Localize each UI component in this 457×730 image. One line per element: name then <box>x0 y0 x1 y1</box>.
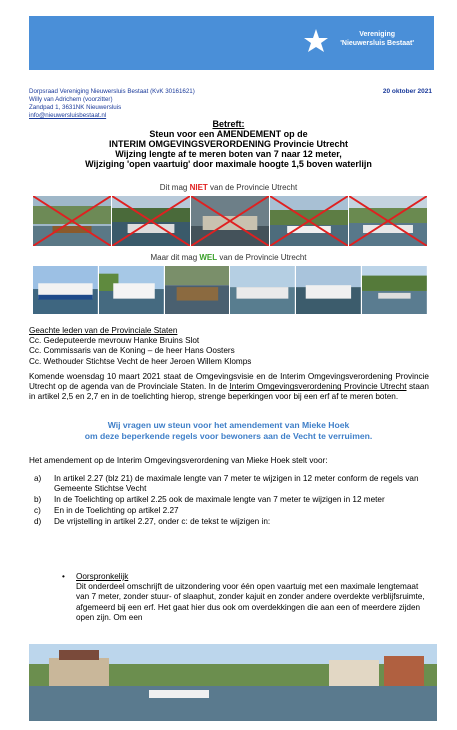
verordening-link[interactable]: Interim Omgevingsverordening Provincie Utrecht <box>229 382 407 392</box>
recipients-block <box>29 326 429 367</box>
header-banner <box>29 16 434 70</box>
sender-line: Zandpad 1, 3631NK Nieuwersluis <box>29 104 122 111</box>
subject-line: Wijziging 'open vaartuig' door maximale hoogte 1,5 boven waterlijn <box>85 159 372 169</box>
cc-line: Cc. Wethouder Stichtse Vecht de heer Jeroen Willem Klomps <box>29 356 252 366</box>
bullet-title: Oorspronkelijk <box>76 572 129 581</box>
amendment-intro: Het amendement op de Interim Omgevingsverordening van Mieke Hoek stelt voor: <box>29 456 328 465</box>
star-logo-icon <box>303 28 329 54</box>
photo-row-allowed <box>33 266 427 314</box>
boat-photo <box>362 266 427 314</box>
boat-photo <box>165 266 230 314</box>
boat-photo <box>230 266 295 314</box>
sender-line: Willy van Adrichem (voorzitter) <box>29 96 113 103</box>
organization-logo-text: Vereniging 'Nieuwersluis Bestaat' <box>340 31 414 47</box>
sender-line: Dorpsraad Vereniging Nieuwersluis Bestaat (KvK 30161621) <box>29 88 195 95</box>
cc-line: Cc. Commissaris van de Koning – de heer Hans Oosters <box>29 346 235 356</box>
sender-block <box>29 88 195 120</box>
subject-label: Betreft: <box>212 119 245 129</box>
boat-photo <box>191 196 269 246</box>
caption-allowed: Maar dit mag WEL van de Provincie Utrecht <box>150 253 307 262</box>
subject-line: Steun voor een AMENDEMENT op de <box>149 129 308 139</box>
list-item: b) In de Toelichting op artikel 2.25 ook de maximale lengte van 7 meter te wijzigen in 12 meter <box>34 495 385 504</box>
boat-photo <box>296 266 361 314</box>
caption-not-allowed: Dit mag NIET van de Provincie Utrecht <box>159 183 298 192</box>
boat-photo <box>270 196 348 246</box>
amendment-list <box>29 474 429 528</box>
bullet-body: Dit onderdeel omschrijft de uitzondering voor één open vaartuig met een maximale lengtemaat van 7 meter, zonder stuur- of slaaphut, zonder kajuit en zonder andere overdekte verblijfsruimte, afgemeerd bij een erf. Het gaat hier dus ook om overdekkingen die aan een of meerdere zijden open zijn. Om een <box>76 582 425 622</box>
bullet-icon: • <box>62 572 65 581</box>
salutation: Geachte leden van de Provinciale Staten <box>29 326 178 335</box>
list-item: a) In artikel 2.27 (blz 21) de maximale lengte van 7 meter te wijzigen in 12 meter conform de regels van Gemeente Stichtse Vecht <box>34 474 419 493</box>
boat-photo <box>33 266 98 314</box>
boat-photo <box>112 196 190 246</box>
boat-photo <box>33 196 111 246</box>
list-item: c) En in de Toelichting op artikel 2.27 <box>34 506 179 515</box>
boat-photo <box>99 266 164 314</box>
intro-paragraph: Komende woensdag 10 maart 2021 staat de Omgevingsvisie en de Interim Omgevingsverordening Provincie Utrecht op de agenda van de Provinciale Staten. In de Interim Omgevingsverordening Provincie Utrecht staan in artikel 2,5 en 2,7 en in de toelichting hierop, strenge beperkingen voor bij een erf af te meren boten. <box>29 372 429 402</box>
photo-row-not-allowed <box>33 196 427 246</box>
subject-block <box>0 119 457 169</box>
letter-date: 20 oktober 2021 <box>382 88 432 95</box>
original-text-block <box>62 572 426 623</box>
email-link[interactable]: info@nieuwersluisbestaat.nl <box>29 112 107 119</box>
subject-line: INTERIM OMGEVINGSVERORDENING Provincie Utrecht <box>108 139 349 149</box>
list-item: d) De vrijstelling in artikel 2.27, onder c: de tekst te wijzigen in: <box>34 517 271 526</box>
boat-photo <box>349 196 427 246</box>
cc-line: Cc. Gedeputeerde mevrouw Hanke Bruins Slot <box>29 336 200 346</box>
village-waterfront-photo <box>29 644 437 721</box>
subject-line: Wijzing lengte af te meren boten van 7 naar 12 meter, <box>115 149 342 159</box>
appeal-text: Wij vragen uw steun voor het amendement van Mieke Hoek om deze beperkende regels voor bewoners aan de Vecht te verruimen. <box>84 420 373 441</box>
